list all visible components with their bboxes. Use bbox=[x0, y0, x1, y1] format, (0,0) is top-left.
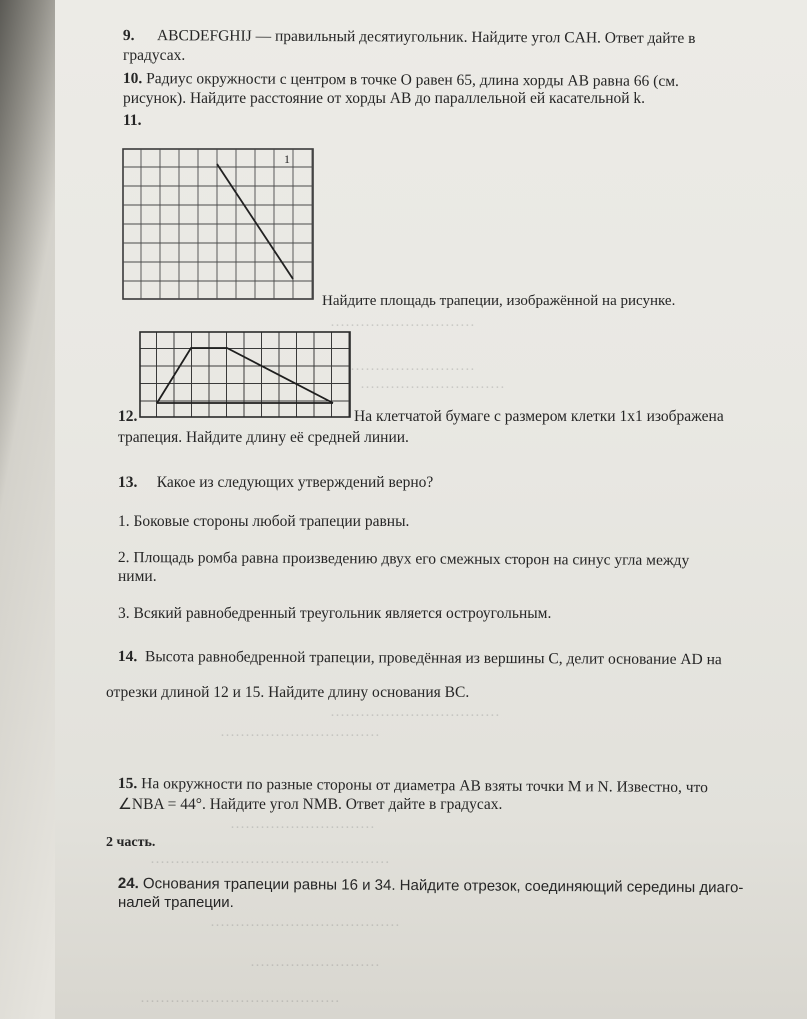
bleed-through-text: ································ bbox=[220, 728, 380, 744]
grid-unit-label: 1 bbox=[284, 152, 290, 166]
bleed-through-text: ······································ bbox=[210, 918, 400, 934]
trapezoid-grid-figure-12 bbox=[139, 331, 354, 421]
question-text-line: ABCDEFGHIJ — правильный десятиугольник. Найдите угол CAH. Ответ дайте в bbox=[156, 27, 696, 47]
question-13 bbox=[118, 473, 433, 493]
question-number: 9. bbox=[122, 26, 135, 45]
question-number: 14. bbox=[117, 648, 138, 666]
question-9-cont: градусах. bbox=[123, 47, 186, 64]
bleed-through-text: ·································· bbox=[330, 708, 500, 724]
question-24-cont: налей трапеции. bbox=[118, 894, 234, 911]
question-12-line2: трапеция. Найдите длину её средней линии. bbox=[118, 429, 409, 446]
question-text-line: На окружности по разные стороны от диаметра AB взяты точки M и N. Известно, что bbox=[141, 775, 708, 797]
question-number: 13. bbox=[118, 474, 138, 491]
question-text-line: Основания трапеции равны 16 и 34. Найдите отрезок, соединяющий середины диаго- bbox=[142, 875, 744, 897]
question-14 bbox=[118, 647, 722, 670]
bleed-through-text: ························· bbox=[350, 362, 475, 378]
question-text-line: Радиус окружности с центром в точке O равен 65, длина хорды AB равна 66 (см. bbox=[146, 70, 679, 90]
option-2: 2. Площадь ромба равна произведению двух его смежных сторон на синус угла между bbox=[117, 549, 690, 569]
question-12-line1: На клетчатой бумаге с размером клетки 1x1 изображена bbox=[354, 408, 724, 425]
question-14-cont: отрезки длиной 12 и 15. Найдите длину основания BC. bbox=[106, 684, 470, 701]
question-number: 10. bbox=[122, 69, 143, 88]
question-12-number: 12. bbox=[118, 408, 138, 425]
bleed-through-text: ····························· bbox=[330, 318, 475, 334]
bleed-through-text: ·························· bbox=[250, 958, 380, 974]
bleed-through-text: ····························· bbox=[360, 380, 505, 396]
question-11-number: 11. bbox=[123, 112, 142, 129]
bleed-through-text: ····························· bbox=[230, 820, 375, 836]
question-number: 24. bbox=[117, 875, 139, 893]
bleed-through-text: ········································ bbox=[140, 994, 340, 1010]
bleed-through-text: ················································ bbox=[150, 855, 390, 871]
part-2-heading: 2 часть. bbox=[106, 835, 156, 850]
question-text: Какое из следующих утверждений верно? bbox=[156, 474, 434, 491]
question-number: 15. bbox=[117, 775, 138, 793]
option-3: 3. Всякий равнобедренный треугольник является остроугольным. bbox=[118, 605, 552, 622]
option-1: 1. Боковые стороны любой трапеции равны. bbox=[118, 513, 410, 530]
question-11-text: Найдите площадь трапеции, изображённой на рисунке. bbox=[322, 293, 676, 309]
question-15-cont: ∠NBA = 44°. Найдите угол NMB. Ответ дайте в градусах. bbox=[118, 796, 503, 813]
trapezoid-grid-figure-11 bbox=[122, 148, 318, 302]
question-text-line: Высота равнобедренной трапеции, проведённая из вершины C, делит основание AD на bbox=[145, 648, 722, 669]
option-2-cont: ними. bbox=[118, 568, 157, 585]
question-9 bbox=[123, 26, 696, 49]
question-10-cont: рисунок). Найдите расстояние от хорды AB до параллельной ей касательной k. bbox=[123, 90, 646, 107]
